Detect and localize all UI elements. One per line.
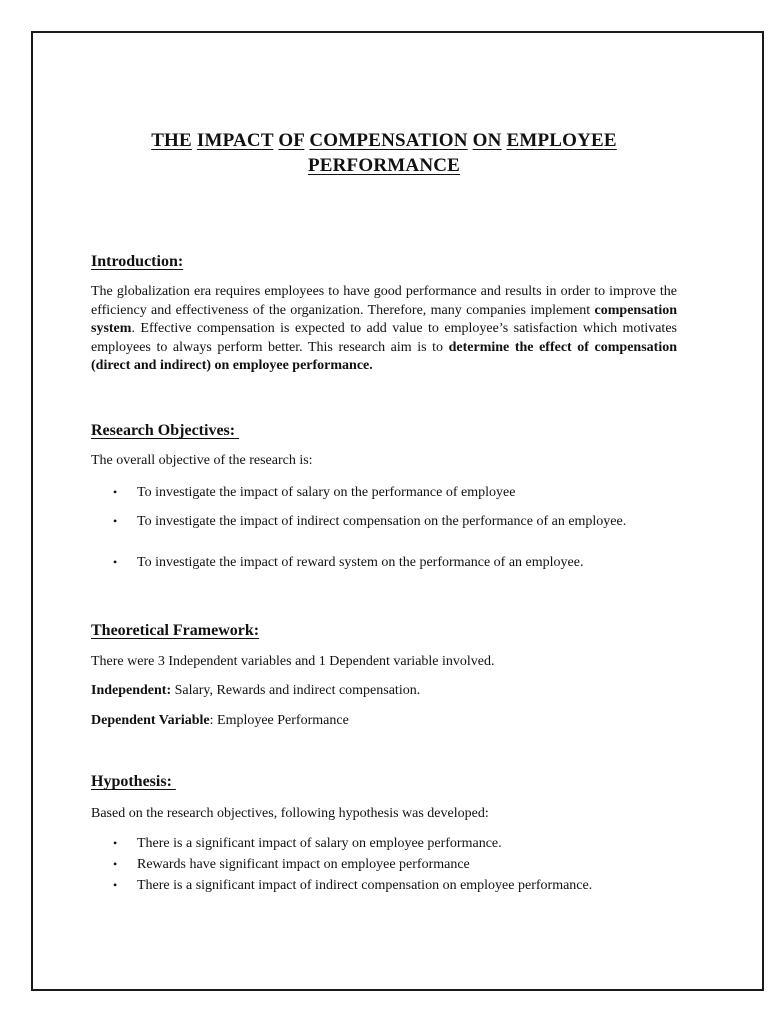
- document-title: [91, 128, 677, 178]
- list-item-text: There is a significant impact of indirect compensation on employee performance.: [137, 878, 593, 893]
- intro-bold-1: compensation system: [91, 302, 677, 337]
- independent-label: Independent:: [91, 683, 172, 698]
- title-line-1: [91, 128, 677, 153]
- list-item: [113, 855, 470, 874]
- bullet-icon: •: [113, 857, 118, 871]
- list-item: [113, 483, 515, 502]
- list-item-text: To investigate the impact of indirect compensation on the performance of an employee.: [137, 514, 627, 529]
- dependent-label: Dependent Variable: [91, 713, 210, 728]
- title-word: PERFORMANCE: [307, 155, 461, 176]
- list-item-text: To investigate the impact of salary on the performance of employee: [137, 485, 516, 500]
- bullet-icon: •: [113, 485, 118, 499]
- list-item-text: To investigate the impact of reward system on the performance of an employee.: [137, 555, 584, 570]
- title-word: IMPACT: [196, 130, 274, 151]
- dependent-text: : Employee Performance: [209, 713, 349, 728]
- bullet-icon: •: [113, 514, 118, 528]
- introduction-paragraph: [91, 283, 677, 376]
- bullet-icon: •: [113, 836, 118, 850]
- theoretical-framework-heading: Theoretical Framework:: [91, 622, 260, 639]
- title-word: OF: [278, 130, 305, 151]
- independent-variables: [91, 682, 420, 700]
- hypothesis-heading: Hypothesis:: [91, 773, 176, 790]
- intro-bold-2: determine the effect of compensation (direct and indirect) on employee performance.: [91, 339, 677, 374]
- intro-text-2: . Effective compensation is expected to add value to employee’s satisfaction which motivates employees to always perform better. This research aim is to: [91, 321, 677, 355]
- bullet-icon: •: [113, 555, 118, 569]
- title-word: ON: [472, 130, 502, 151]
- title-line-2: [91, 153, 677, 178]
- title-word: COMPENSATION: [309, 130, 468, 151]
- title-word: EMPLOYEE: [506, 130, 617, 151]
- list-item-text: There is a significant impact of salary on employee performance.: [137, 836, 502, 851]
- framework-line: There were 3 Independent variables and 1 Dependent variable involved.: [91, 654, 495, 669]
- hypothesis-intro: Based on the research objectives, following hypothesis was developed:: [91, 806, 489, 821]
- dependent-variable: [91, 712, 349, 730]
- introduction-heading: Introduction:: [91, 253, 184, 270]
- intro-text-1: The globalization era requires employees to have good performance and results in order to improve the efficiency and effectiveness of the organization. Therefore, many companies implement: [91, 284, 677, 318]
- research-objectives-intro: The overall objective of the research is:: [91, 453, 313, 468]
- list-item: [113, 834, 502, 853]
- list-item-text: Rewards have significant impact on employee performance: [137, 857, 470, 872]
- list-item: [113, 876, 592, 895]
- independent-text: Salary, Rewards and indirect compensation.: [171, 683, 421, 698]
- bullet-icon: •: [113, 878, 118, 892]
- research-objectives-heading: Research Objectives:: [91, 422, 240, 439]
- list-item: [113, 553, 583, 572]
- title-word: THE: [151, 130, 192, 151]
- list-item: [113, 512, 626, 531]
